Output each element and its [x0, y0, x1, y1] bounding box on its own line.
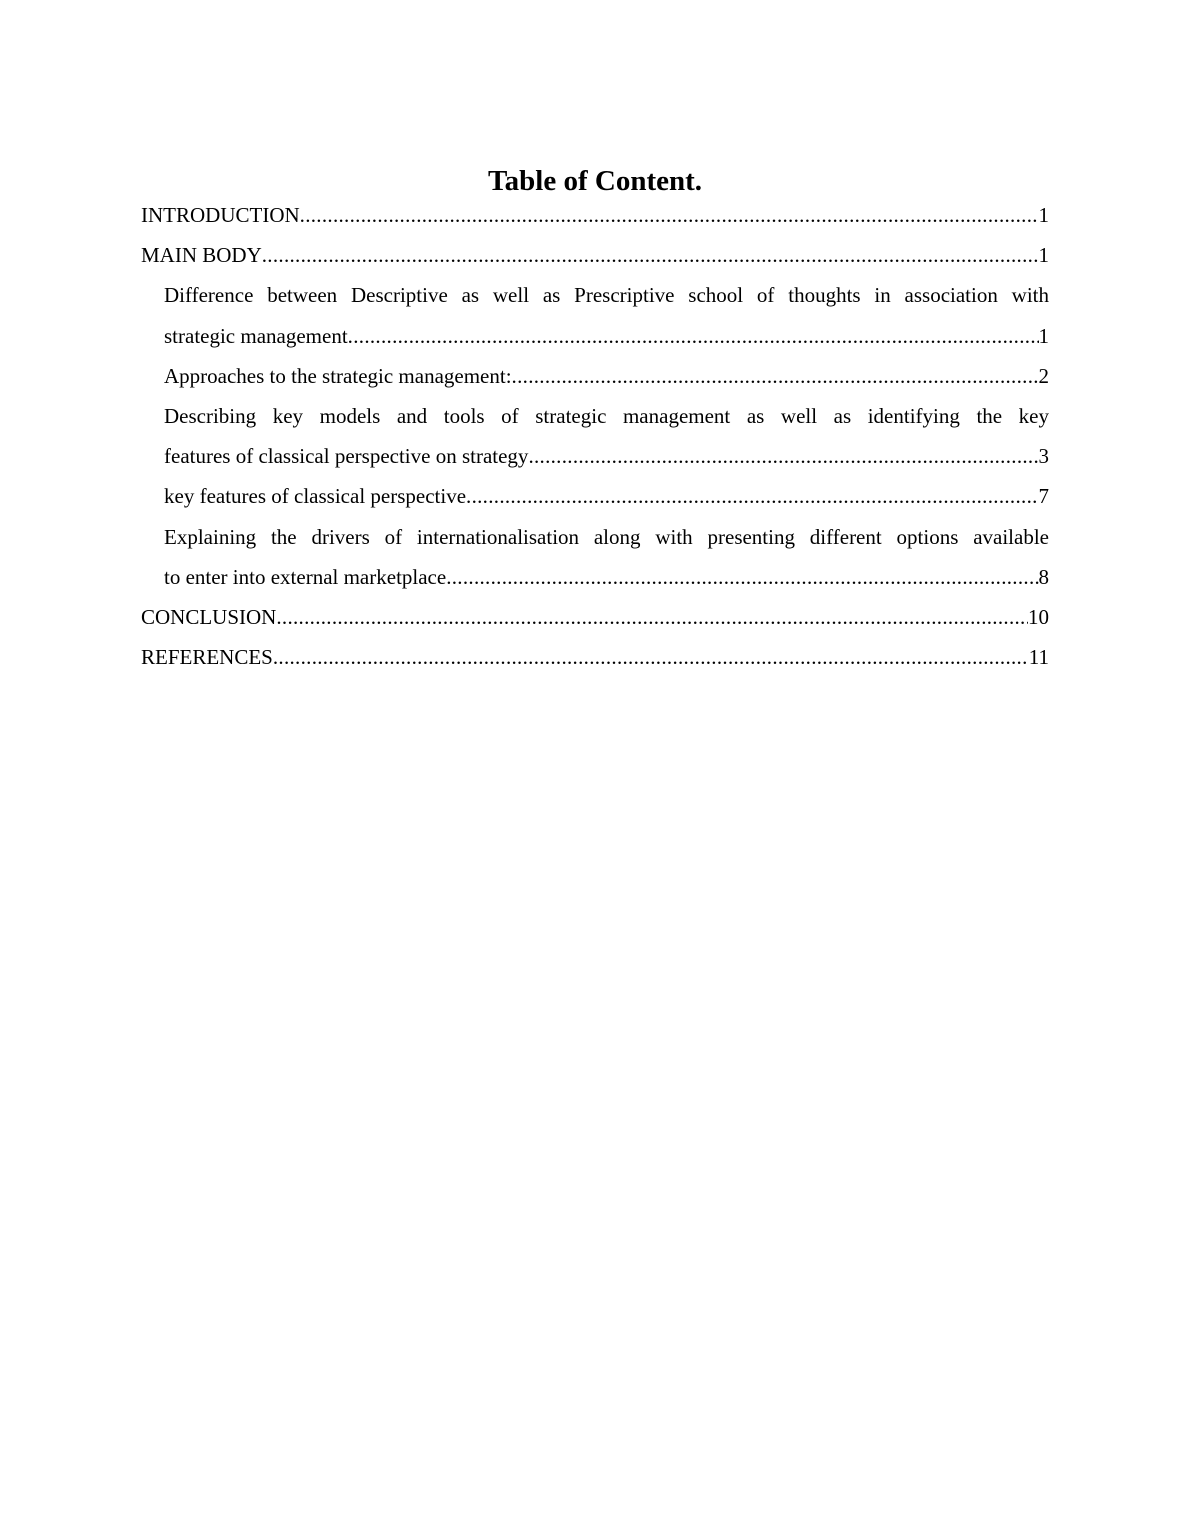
toc-entry-approaches[interactable]	[141, 356, 1049, 396]
toc-page-number: 2	[1038, 363, 1049, 388]
toc-link-main-body[interactable]	[141, 235, 1049, 275]
toc-page-number: 1	[1038, 323, 1049, 348]
toc-entry-main-body[interactable]	[141, 235, 1049, 275]
toc-page-number: 8	[1038, 564, 1049, 589]
dot-leader	[276, 597, 1028, 637]
dot-leader	[348, 316, 1039, 356]
toc-link-conclusion[interactable]	[141, 597, 1049, 637]
toc-page-number: 3	[1038, 444, 1049, 469]
toc-entry-text: features of classical perspective on strategy	[164, 444, 529, 469]
dot-leader	[466, 476, 1038, 516]
toc-link-internationalisation-drivers[interactable]	[164, 517, 1049, 597]
toc-entry-text: MAIN BODY	[141, 243, 262, 268]
toc-page-number: 1	[1038, 243, 1049, 268]
dot-leader	[262, 235, 1039, 275]
toc-entry-text: CONCLUSION	[141, 605, 277, 630]
toc-entry-text: INTRODUCTION	[141, 203, 300, 227]
toc-entry-key-features-classical[interactable]	[141, 476, 1049, 516]
toc-link-introduction[interactable]	[141, 195, 1049, 235]
toc-link-key-models-tools[interactable]	[164, 396, 1049, 476]
toc-page-number: 11	[1028, 645, 1049, 670]
toc-page-number: 7	[1038, 484, 1049, 509]
toc-entry-text: REFERENCES	[141, 645, 273, 670]
toc-entry-text: to enter into external marketplace	[164, 564, 447, 589]
toc-entry-text-line-1: Explaining the drivers of internationalisation along with presenting different options available	[164, 524, 1049, 549]
toc-entry-conclusion[interactable]	[141, 597, 1049, 637]
toc-entry-descriptive-vs-prescriptive[interactable]	[141, 275, 1049, 355]
toc-link-key-features-classical[interactable]	[164, 476, 1049, 516]
dot-leader	[512, 356, 1039, 396]
dot-leader	[300, 195, 1039, 235]
toc-entry-references[interactable]	[141, 637, 1049, 677]
toc-entry-introduction[interactable]	[141, 195, 1049, 235]
dot-leader	[273, 637, 1029, 677]
toc-entry-text-line-1: Difference between Descriptive as well as Prescriptive school of thoughts in association with	[164, 283, 1049, 308]
toc-list	[141, 195, 1049, 677]
toc-entry-text: Approaches to the strategic management:	[164, 363, 512, 388]
toc-link-approaches[interactable]	[164, 356, 1049, 396]
toc-entry-text: key features of classical perspective	[164, 484, 467, 509]
toc-entry-key-models-tools[interactable]	[141, 396, 1049, 476]
toc-page-number: 10	[1028, 605, 1049, 630]
dot-leader	[446, 557, 1038, 597]
toc-entry-internationalisation-drivers[interactable]	[141, 517, 1049, 597]
toc-link-descriptive-vs-prescriptive[interactable]	[164, 275, 1049, 355]
toc-title: Table of Content.	[487, 165, 703, 197]
toc-entry-text-line-1: Describing key models and tools of strategic management as well as identifying the key	[164, 404, 1049, 429]
toc-entry-text: strategic management	[164, 323, 348, 348]
document-page	[141, 163, 1049, 677]
toc-link-references[interactable]	[141, 637, 1049, 677]
dot-leader	[528, 436, 1038, 476]
toc-page-number: 1	[1038, 203, 1049, 227]
